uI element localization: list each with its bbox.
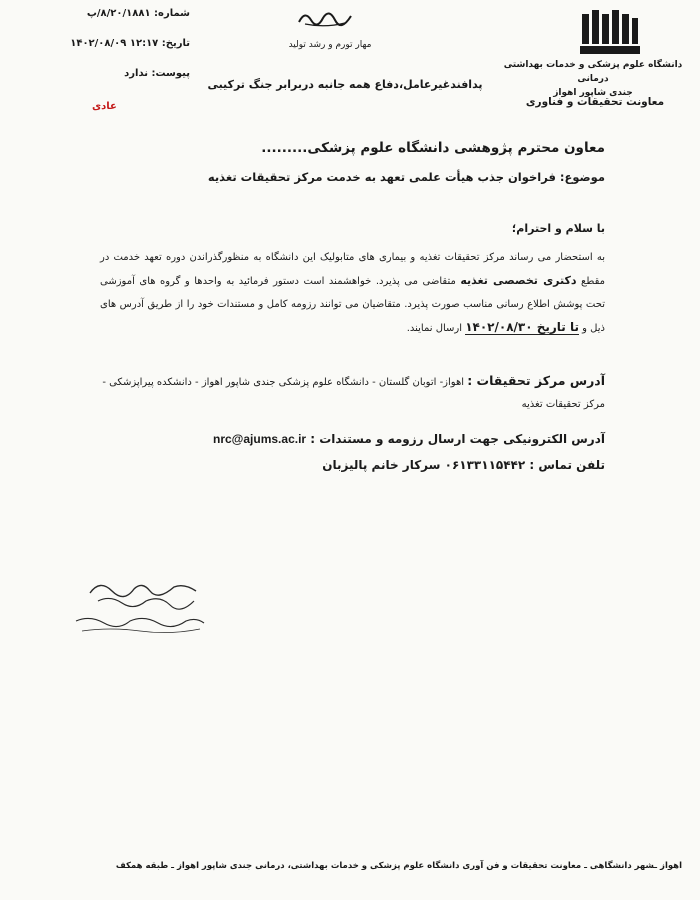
deadline: تا تاریخ ۱۴۰۲/۰۸/۳۰ [465, 320, 579, 334]
letter-date: تاریخ: ۱۲:۱۷ ۱۴۰۲/۰۸/۰۹ [70, 38, 190, 49]
address-label: آدرس مرکز تحقیقات : [467, 373, 605, 388]
email-line [100, 432, 605, 446]
research-center-address [100, 370, 605, 416]
email-label: آدرس الکترونیکی جهت ارسال رزومه و مستندات : [310, 432, 605, 446]
phone-contact: تلفن تماس : ۰۶۱۳۳۱۱۵۴۴۲ سرکار خانم پالیزبان [322, 458, 605, 472]
organization-name [498, 58, 688, 100]
priority-label: عادی [92, 101, 117, 112]
letter-number: شماره: ۸/۲۰/۱۸۸۱/پ [86, 8, 190, 19]
body-text-2: متقاضی می پذیرد. خواهشمند است دستور فرمائید به واحدها و گروه های آموزشی تحت پوشش اطلاع رسانی مناسب صورت پذیرد. متقاضیان می توانند رزومه کامل و مستندات خود را از طریق آدرس های ذیل و [100, 276, 605, 334]
calligraphy-seal-icon [295, 6, 355, 28]
headline: پدافندغیرعامل،دفاع همه جانبه دربرابر جنگ ترکیبی [207, 78, 483, 91]
handwritten-signature [70, 575, 210, 645]
body-paragraph [100, 246, 605, 340]
university-logo-icon [580, 8, 640, 56]
footer-address: اهواز ـشهر دانشگاهی ـ معاونت تحقیقات و فن آوری دانشگاه علوم پزشکی و خدمات بهداشتی، درمانی جندی شاپور اهواز ـ طبقه همکف [115, 861, 682, 871]
org-line-2: جندی شاپور اهواز [553, 88, 633, 98]
address-text: اهواز- اتوبان گلستان - دانشگاه علوم پزشکی جندی شاپور اهواز - دانشکده پیراپزشکی - مرکز تحقیقات تغذیه [102, 377, 605, 410]
body-emphasis: دکتری تخصصی تغذیه [460, 274, 577, 287]
letter-attachment: پیوست: ندارد [124, 68, 190, 79]
recipient: معاون محترم پژوهشی دانشگاه علوم پزشکی......... [261, 140, 605, 156]
body-text-1: به استحضار می رساند مرکز تحقیقات تغذیه و بیماری های متابولیک این دانشگاه به منظورگذراندن دوره تعهد خدمت در مقطع [100, 252, 605, 287]
subject: موضوع: فراخوان جذب هیأت علمی تعهد به خدمت مرکز تحقیقات تغذیه [207, 170, 605, 184]
greeting: با سلام و احترام؛ [511, 222, 605, 235]
email-address[interactable]: nrc@ajums.ac.ir [213, 432, 307, 446]
org-line-1: دانشگاه علوم پزشکی و خدمات بهداشتی درمانی [503, 60, 683, 84]
body-text-3: ارسال نمایند. [406, 323, 466, 334]
slogan: مهار تورم و رشد تولید [288, 40, 372, 50]
department-name: معاونت تحقیقات و فناوری [525, 96, 665, 108]
